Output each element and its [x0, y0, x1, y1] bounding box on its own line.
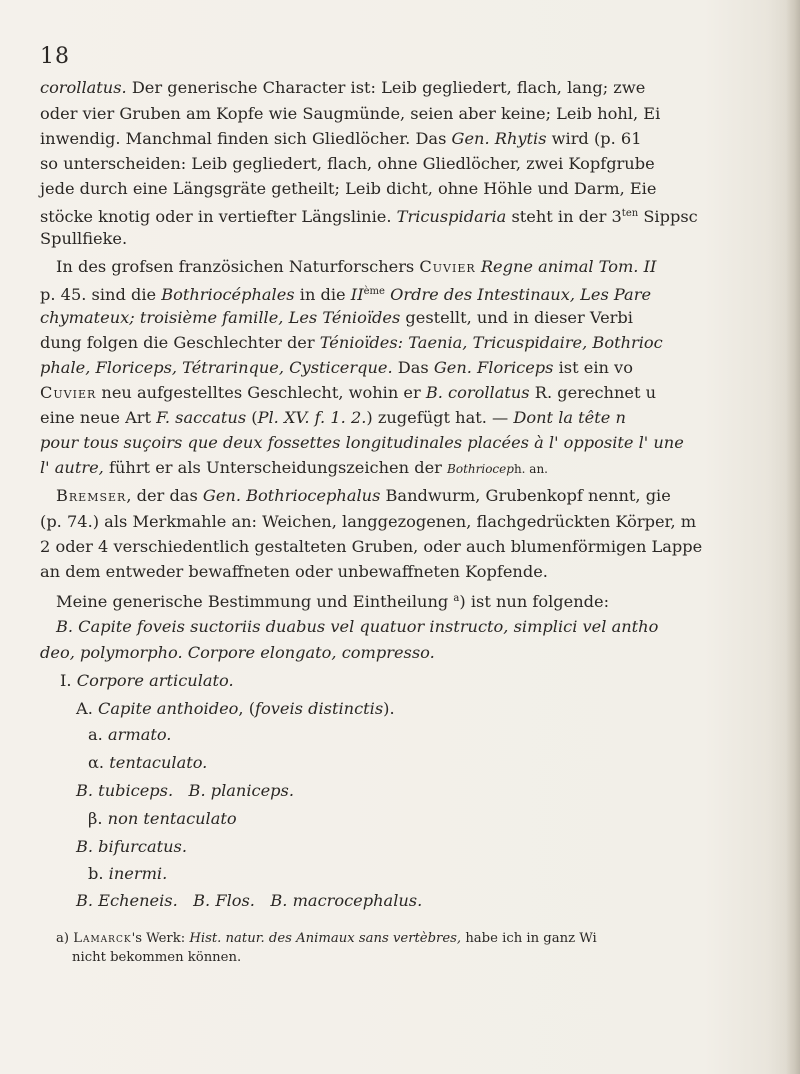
- page-edge: [786, 0, 800, 1074]
- outline-item: B. bifurcatus.: [76, 837, 187, 856]
- text-line: In des grofsen französichen Naturforschers Cuvier Regne animal Tom. II: [56, 257, 657, 276]
- text-line: corollatus. Der generische Character ist: Leib gegliedert, flach, lang; zwe: [40, 78, 646, 97]
- text-line: deo, polymorpho. Corpore elongato, compresso.: [40, 643, 435, 662]
- outline-item: α. tentaculato.: [88, 753, 208, 772]
- text-line: Meine generische Bestimmung und Eintheilung $^a$) ist nun folgende:: [56, 592, 610, 611]
- outline-item: I. Corpore articulato.: [60, 671, 234, 690]
- outline-item: β. non tentaculato: [88, 809, 237, 828]
- page-number: 18: [40, 44, 70, 69]
- taxon-name: corollatus.: [40, 78, 127, 97]
- footnote: a) Lamarck's Werk: Hist. natur. des Animaux sans vertèbres, habe ich in ganz Wi: [56, 931, 597, 946]
- outline-item: B. Echeneis. B. Flos. B. macrocephalus.: [76, 891, 423, 910]
- footnote: nicht bekommen können.: [72, 950, 242, 965]
- text-line: Cuvier neu aufgestelltes Geschlecht, wohin er B. corollatus R. gerechnet u: [40, 383, 657, 402]
- outline-item: A. Capite anthoideo, (foveis distinctis).: [76, 699, 395, 718]
- text-line: chymateux; troisième famille, Les Ténioïdes gestellt, und in dieser Verbi: [40, 308, 633, 327]
- outline-item: a. armato.: [88, 725, 172, 744]
- text-line: (p. 74.) als Merkmahle an: Weichen, langgezogenen, flachgedrückten Körper, m: [40, 512, 697, 531]
- outline-item: B. tubiceps. B. planiceps.: [76, 781, 294, 800]
- text-line: dung folgen die Geschlechter der Ténioïdes: Taenia, Tricuspidaire, Bothrioc: [40, 333, 663, 352]
- text-line: eine neue Art F. saccatus (Pl. XV. f. 1. 2.) zugefügt hat. — Dont la tête n: [40, 408, 626, 427]
- text-line: pour tous suçoirs que deux fossettes longitudinales placées à l' opposite l' une: [40, 433, 684, 452]
- text-line: stöcke knotig oder in vertiefter Längslinie. Tricuspidaria steht in der $3^{ten}$ Sippsc: [40, 207, 698, 226]
- text-line: Bremser, der das Gen. Bothriocephalus Bandwurm, Grubenkopf nennt, gie: [56, 486, 671, 505]
- text-line: an dem entweder bewaffneten oder unbewaffneten Kopfende.: [40, 562, 548, 581]
- author-name: Cuvier: [40, 383, 97, 402]
- text-line: 2 oder 4 verschiedentlich gestalteten Gruben, oder auch blumenförmigen Lappe: [40, 537, 703, 556]
- text-line: Spullfieke.: [40, 229, 128, 248]
- author-name: Cuvier: [419, 257, 476, 276]
- text-line: so unterscheiden: Leib gegliedert, flach, ohne Gliedlöcher, zwei Kopfgrube: [40, 154, 655, 173]
- outline-item: b. inermi.: [88, 864, 168, 883]
- text-line: l' autre, führt er als Unterscheidungszeichen der Bothrioceph. an.: [40, 458, 548, 477]
- text-line: inwendig. Manchmal finden sich Gliedlöcher. Das Gen. Rhytis wird (p. 61: [40, 129, 642, 148]
- text-line: oder vier Gruben am Kopfe wie Saugmünde, seien aber keine; Leib hohl, Ei: [40, 104, 661, 123]
- text-line: B. Capite foveis suctoriis duabus vel quatuor instructo, simplici vel antho: [56, 617, 659, 636]
- author-name: Bremser: [56, 486, 127, 505]
- text-line: jede durch eine Längsgräte getheilt; Leib dicht, ohne Höhle und Darm, Eie: [40, 179, 657, 198]
- text-line: p. 45. sind die Bothriocéphales in die IIème Ordre des Intestinaux, Les Pare: [40, 285, 652, 304]
- text-line: phale, Floriceps, Tétrarinque, Cysticerque. Das Gen. Floriceps ist ein vo: [40, 358, 633, 377]
